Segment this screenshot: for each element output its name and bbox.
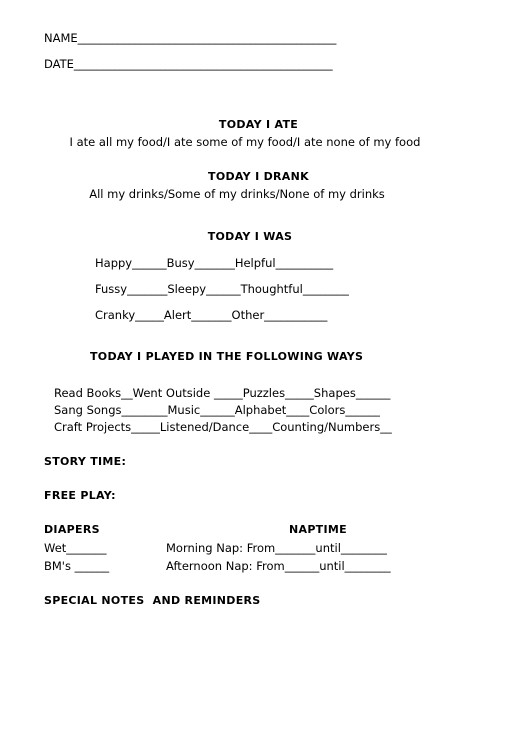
- mood-heading: TODAY I WAS: [207, 230, 293, 243]
- special-notes-heading: SPECIAL NOTES AND REMINDERS: [44, 594, 261, 607]
- morning-nap-field[interactable]: Morning Nap: From_______until________: [166, 541, 387, 555]
- naptime-heading: NAPTIME: [289, 523, 347, 536]
- story-time-label: STORY TIME:: [44, 455, 127, 468]
- diapers-heading: DIAPERS: [44, 523, 100, 536]
- ate-options: I ate all my food/I ate some of my food/I ate none of my food: [69, 135, 421, 149]
- mood-row[interactable]: Fussy_______Sleepy______Thoughtful________: [95, 282, 349, 296]
- bm-field[interactable]: BM's ______: [44, 559, 110, 573]
- mood-row[interactable]: Cranky_____Alert_______Other___________: [95, 308, 328, 322]
- name-field[interactable]: NAME_____________________________________________: [44, 31, 337, 45]
- played-row[interactable]: Sang Songs________Music______Alphabet____Colors______: [54, 403, 380, 417]
- free-play-label: FREE PLAY:: [44, 489, 116, 502]
- ate-heading: TODAY I ATE: [218, 118, 299, 131]
- mood-row[interactable]: Happy______Busy_______Helpful__________: [95, 256, 334, 270]
- drank-options: All my drinks/Some of my drinks/None of my drinks: [89, 187, 385, 201]
- played-heading: TODAY I PLAYED IN THE FOLLOWING WAYS: [90, 350, 364, 363]
- played-row[interactable]: Read Books__Went Outside _____Puzzles_____Shapes______: [54, 386, 391, 400]
- date-field[interactable]: DATE_____________________________________________: [44, 57, 333, 71]
- played-row[interactable]: Craft Projects_____Listened/Dance____Counting/Numbers__: [54, 420, 392, 434]
- afternoon-nap-field[interactable]: Afternoon Nap: From______until________: [166, 559, 391, 573]
- wet-field[interactable]: Wet_______: [44, 541, 107, 555]
- drank-heading: TODAY I DRANK: [208, 170, 309, 183]
